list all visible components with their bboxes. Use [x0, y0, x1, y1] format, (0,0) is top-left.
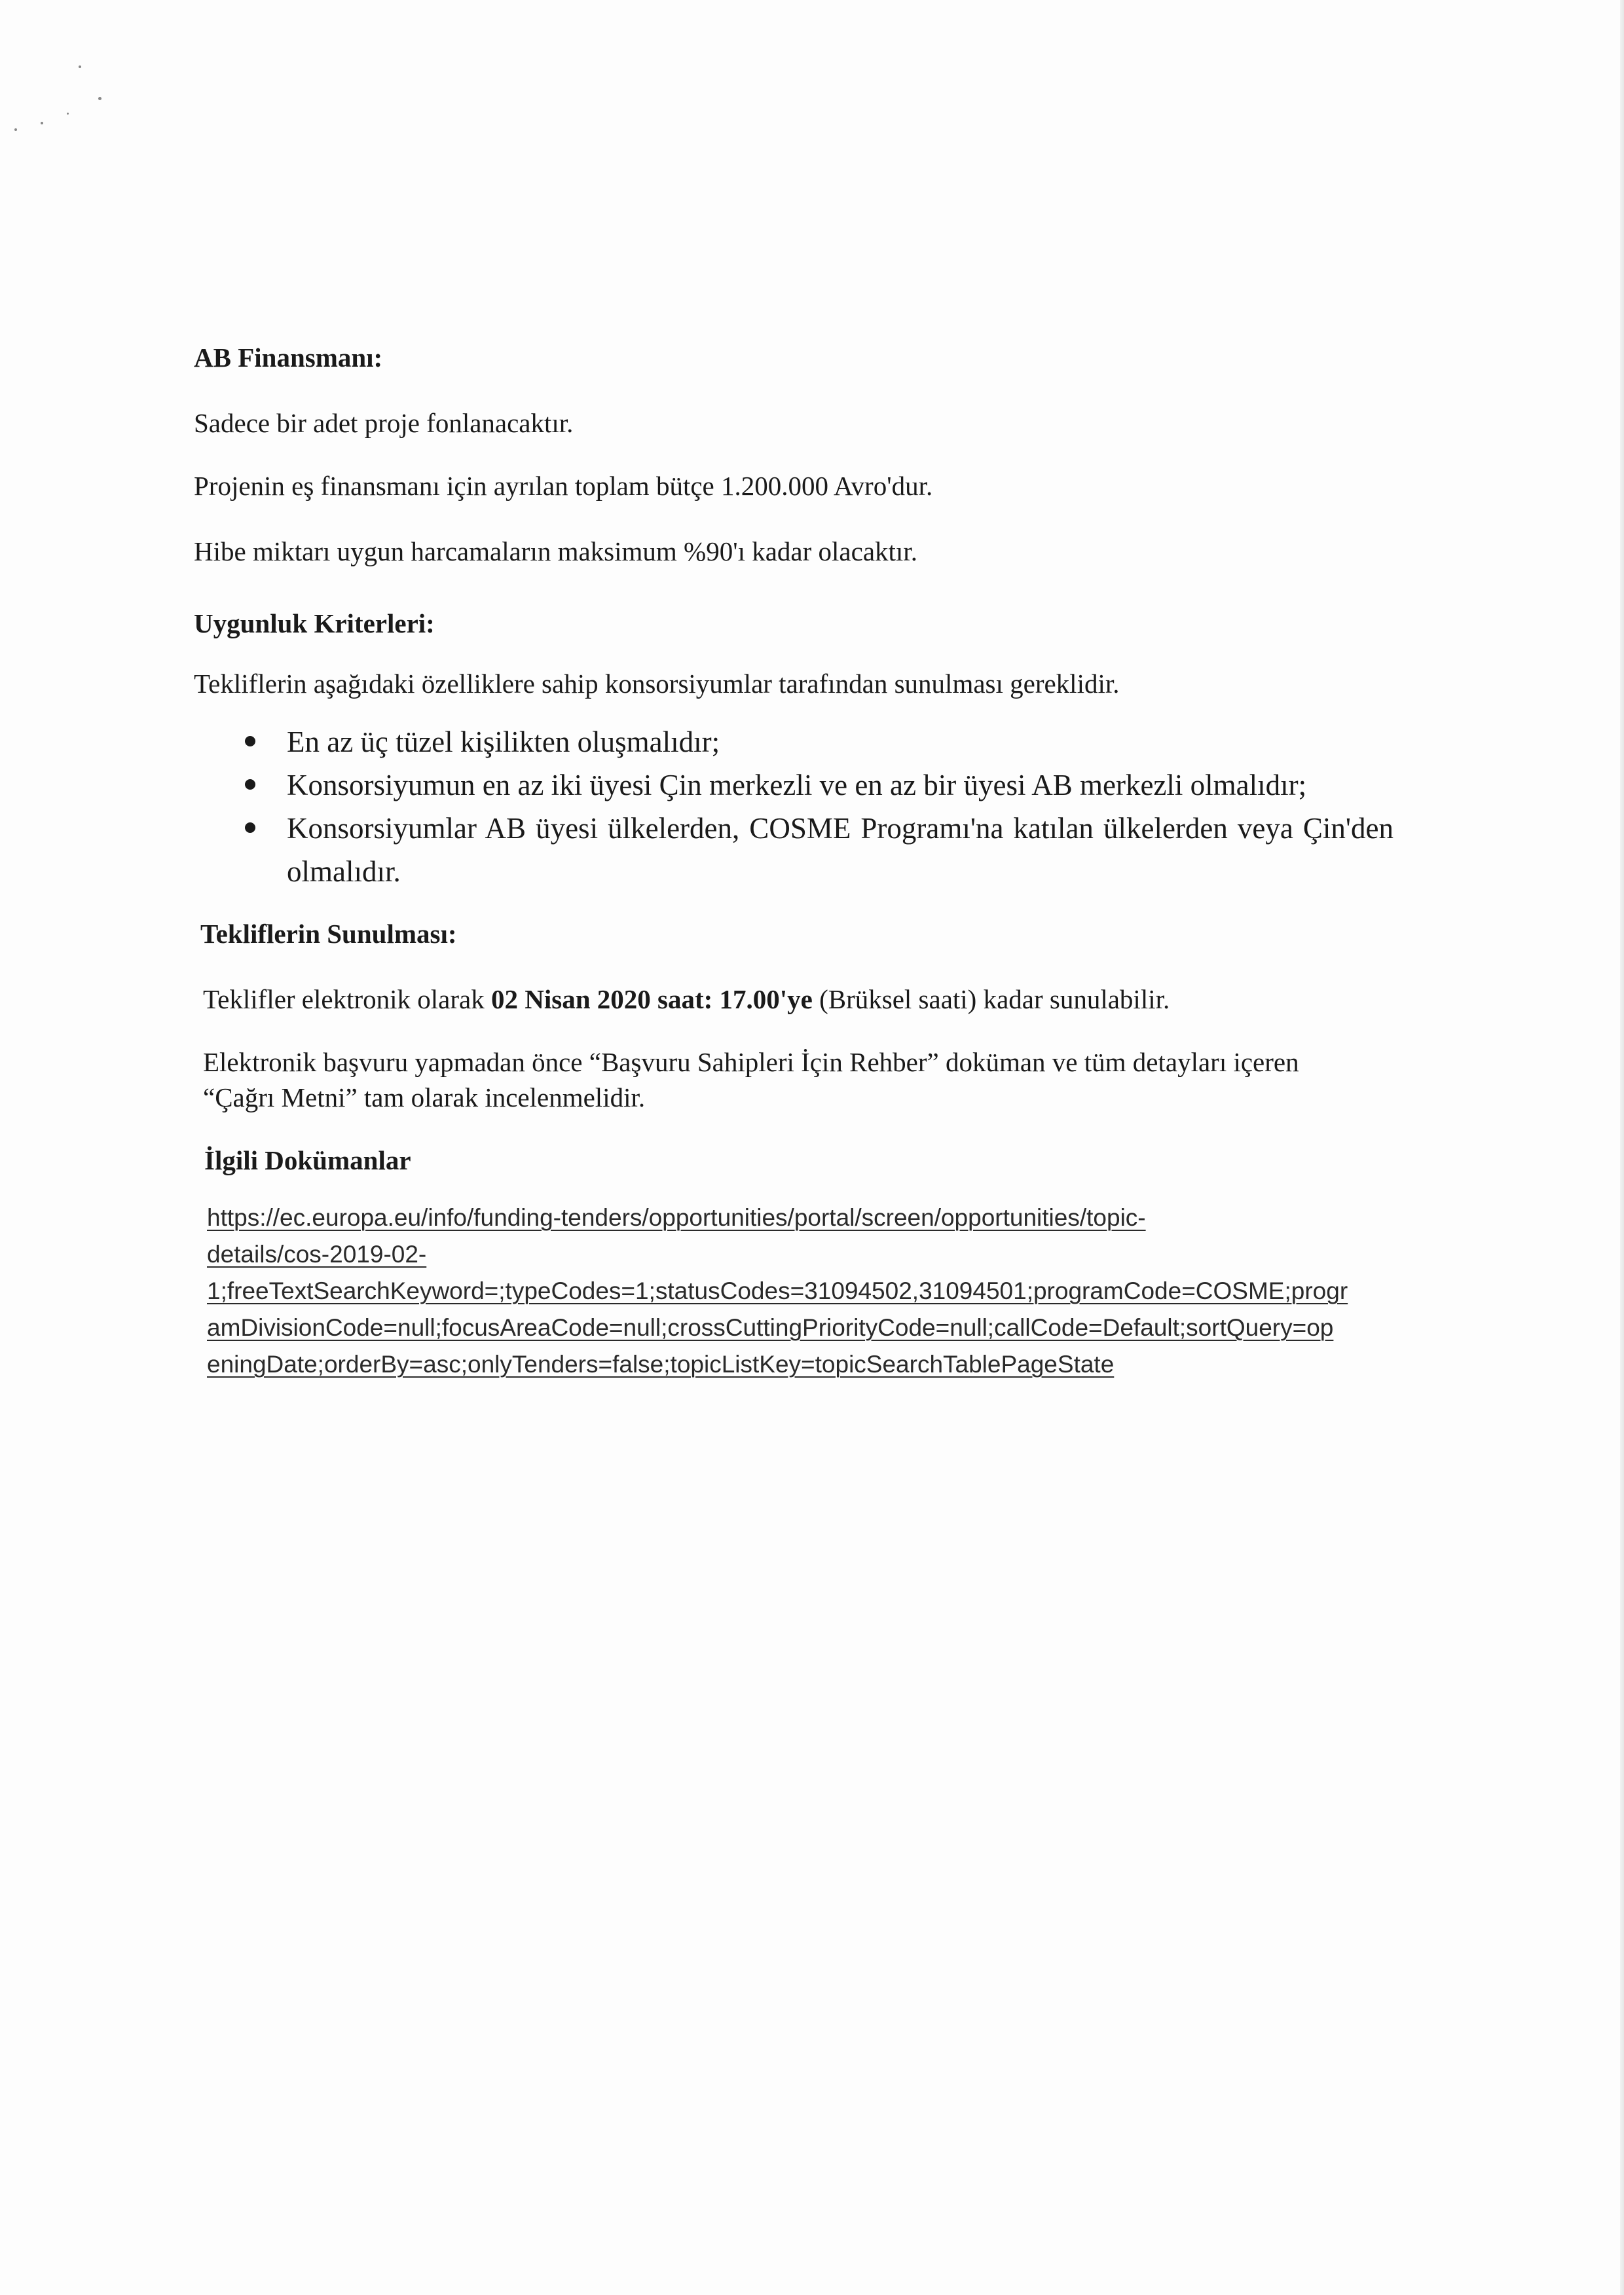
eligibility-heading: Uygunluk Kriterleri:	[194, 608, 435, 638]
submission-heading: Tekliflerin Sunulması:	[200, 919, 457, 949]
link-line[interactable]: amDivisionCode=null;focusAreaCode=null;crossCuttingPriorityCode=null;callCode=Default;sortQuery=op	[207, 1314, 1334, 1341]
bullet-text: En az üç tüzel kişilikten oluşmalıdır;	[287, 725, 720, 758]
bullet-icon	[245, 736, 255, 746]
scan-speck	[79, 65, 81, 68]
funding-paragraph-3: Hibe miktarı uygun harcamaların maksimum %90'ı kadar olacaktır.	[194, 536, 917, 566]
list-item	[241, 807, 1393, 893]
scan-speck	[41, 122, 43, 124]
submission-paragraph-1	[203, 982, 1170, 1016]
eligibility-intro: Tekliflerin aşağıdaki özelliklere sahip konsorsiyumlar tarafından sunulması gereklidir.	[194, 669, 1120, 699]
submission-text-post: (Brüksel saati) kadar sunulabilir.	[812, 984, 1170, 1014]
submission-paragraph-2-line-1: Elektronik başvuru yapmadan önce “Başvuru Sahipleri İçin Rehber” doküman ve tüm detayları içeren	[203, 1047, 1299, 1077]
bullet-text: Konsorsiyumun en az iki üyesi Çin merkezli ve en az bir üyesi AB merkezli olmalıdır;	[287, 769, 1307, 801]
bullet-icon	[245, 822, 255, 833]
funding-paragraph-1: Sadece bir adet proje fonlanacaktır.	[194, 408, 574, 438]
bullet-text: Konsorsiyumlar AB üyesi ülkelerden, COSME Programı'na katılan ülkelerden veya Çin'den olmalıdır.	[287, 812, 1393, 888]
submission-text-pre: Teklifler elektronik olarak	[203, 984, 491, 1014]
scan-speck	[67, 113, 69, 115]
eligibility-bullet-list	[241, 720, 1393, 893]
list-item	[241, 720, 1393, 763]
funding-heading: AB Finansmanı:	[194, 342, 383, 373]
link-line[interactable]: https://ec.europa.eu/info/funding-tenders/opportunities/portal/screen/opportunities/topic-	[207, 1204, 1146, 1231]
scan-speck	[98, 97, 101, 100]
funding-paragraph-2: Projenin eş finansmanı için ayrılan toplam bütçe 1.200.000 Avro'dur.	[194, 471, 933, 501]
page-edge-shadow	[1620, 0, 1624, 2295]
scan-speck	[14, 128, 17, 131]
documents-link[interactable]	[207, 1200, 1412, 1383]
link-line[interactable]: details/cos-2019-02-	[207, 1241, 427, 1268]
submission-deadline: 02 Nisan 2020 saat: 17.00'ye	[490, 984, 813, 1014]
list-item	[241, 763, 1393, 807]
submission-paragraph-2-line-2: “Çağrı Metni” tam olarak incelenmelidir.	[203, 1082, 646, 1112]
documents-heading: İlgili Dokümanlar	[204, 1145, 411, 1175]
link-line[interactable]: eningDate;orderBy=asc;onlyTenders=false;topicListKey=topicSearchTablePageState	[207, 1351, 1115, 1378]
bullet-icon	[245, 779, 255, 790]
link-line[interactable]: 1;freeTextSearchKeyword=;typeCodes=1;statusCodes=31094502,31094501;programCode=COSME;progr	[207, 1277, 1348, 1304]
